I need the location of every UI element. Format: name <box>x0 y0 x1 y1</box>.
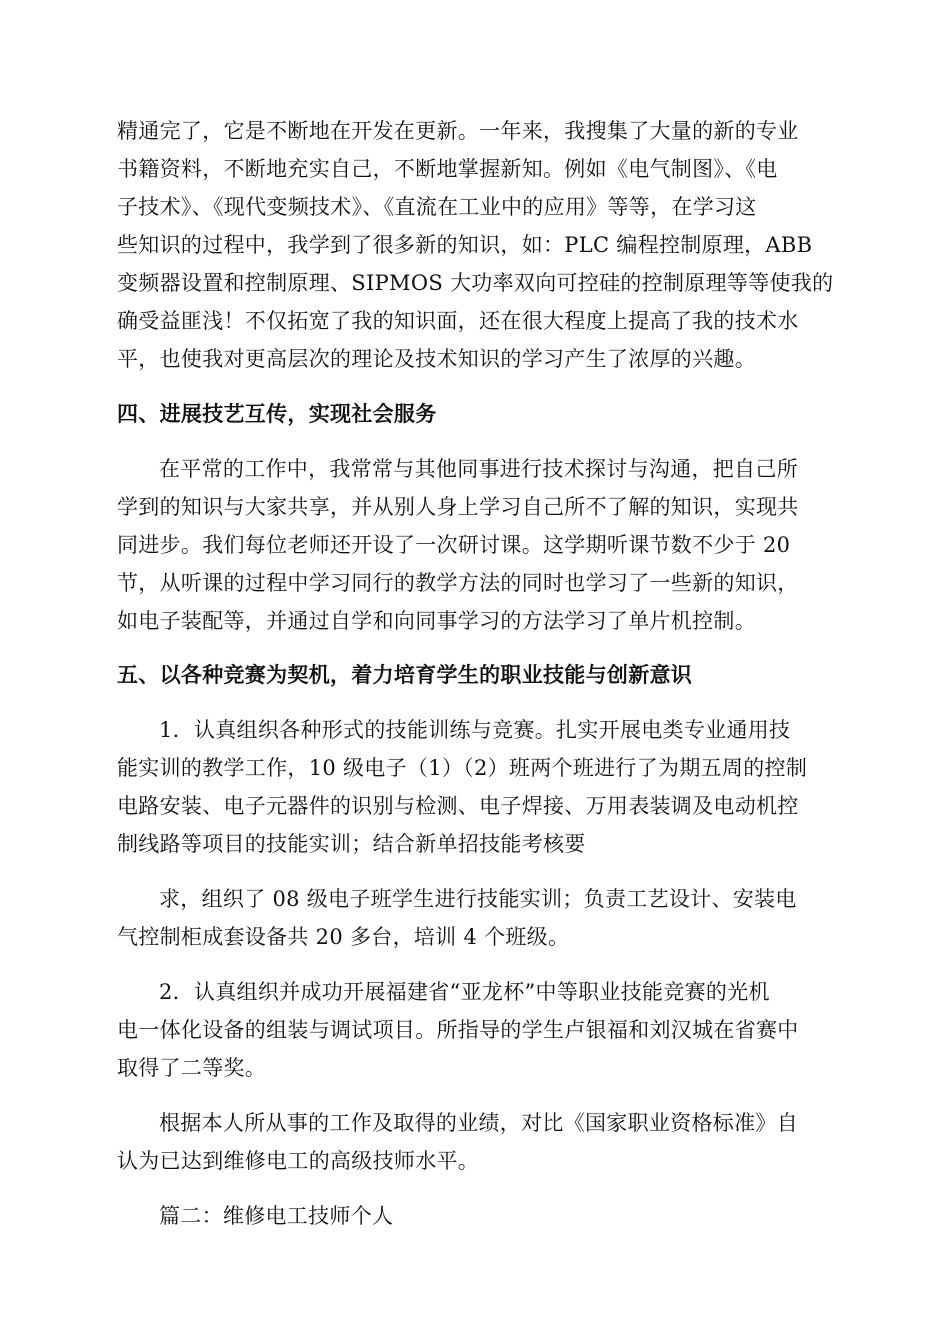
paragraph-line: 制线路等项目的技能实训；结合新单招技能考核要 <box>117 832 586 856</box>
paragraph-line: 气控制柜成套设备共 20 多台，培训 4 个班级。 <box>117 925 570 949</box>
paragraph-line: 如电子装配等，并通过自学和向同事学习的方法学习了单片机控制。 <box>117 609 756 633</box>
paragraph-line: 子技术》、《现代变频技术》、《直流在工业中的应用》等等，在学习这 <box>117 195 757 219</box>
paragraph-line: 些知识的过程中，我学到了很多新的知识，如：PLC 编程控制原理，ABB <box>117 233 813 257</box>
section-heading: 四、进展技艺互传，实现社会服务 <box>117 402 437 426</box>
paragraph-line: 平，也使我对更高层次的理论及技术知识的学习产生了浓厚的兴趣。 <box>117 347 756 371</box>
paragraph-line: 篇二：维修电工技师个人 <box>159 1204 394 1228</box>
paragraph-line: 变频器设置和控制原理、SIPMOS 大功率双向可控硅的控制原理等等使我的 <box>117 271 834 295</box>
paragraph-line: 认为已达到维修电工的高级技师水平。 <box>117 1149 480 1173</box>
paragraph-line: 取得了二等奖。 <box>117 1056 267 1080</box>
paragraph-line: 在平常的工作中，我常常与其他同事进行技术探讨与沟通，把自己所 <box>159 457 798 481</box>
paragraph-line: 2．认真组织并成功开展福建省“亚龙杯”中等职业技能竞赛的光机 <box>159 980 770 1004</box>
paragraph-line: 同进步。我们每位老师还开设了一次研讨课。这学期听课节数不少于 20 <box>117 533 791 557</box>
paragraph-line: 精通完了，它是不断地在开发在更新。一年来，我搜集了大量的新的专业 <box>117 119 799 143</box>
section-heading: 五、以各种竞赛为契机，着力培育学生的职业技能与创新意识 <box>117 663 693 687</box>
paragraph-line: 学到的知识与大家共享，并从别人身上学习自己所不了解的知识，实现共 <box>117 495 799 519</box>
paragraph-line: 书籍资料，不断地充实自己，不断地掌握新知。例如《电气制图》、《电 <box>117 157 778 181</box>
paragraph-line: 根据本人所从事的工作及取得的业绩，对比《国家职业资格标准》自 <box>159 1111 798 1135</box>
paragraph-line: 求，组织了 08 级电子班学生进行技能实训；负责工艺设计、安装电 <box>159 887 797 911</box>
paragraph-line: 能实训的教学工作，10 级电子（1）（2）班两个班进行了为期五周的控制 <box>117 756 808 780</box>
paragraph-line: 1．认真组织各种形式的技能训练与竞赛。扎实开展电类专业通用技 <box>159 718 791 742</box>
paragraph-line: 电路安装、电子元器件的识别与检测、电子焊接、万用表装调及电动机控 <box>117 794 799 818</box>
paragraph-line: 电一体化设备的组装与调试项目。所指导的学生卢银福和刘汉城在省赛中 <box>117 1018 799 1042</box>
paragraph-line: 节，从听课的过程中学习同行的教学方法的同时也学习了一些新的知识， <box>117 571 799 595</box>
paragraph-line: 确受益匪浅！不仅拓宽了我的知识面，还在很大程度上提高了我的技术水 <box>117 309 799 333</box>
